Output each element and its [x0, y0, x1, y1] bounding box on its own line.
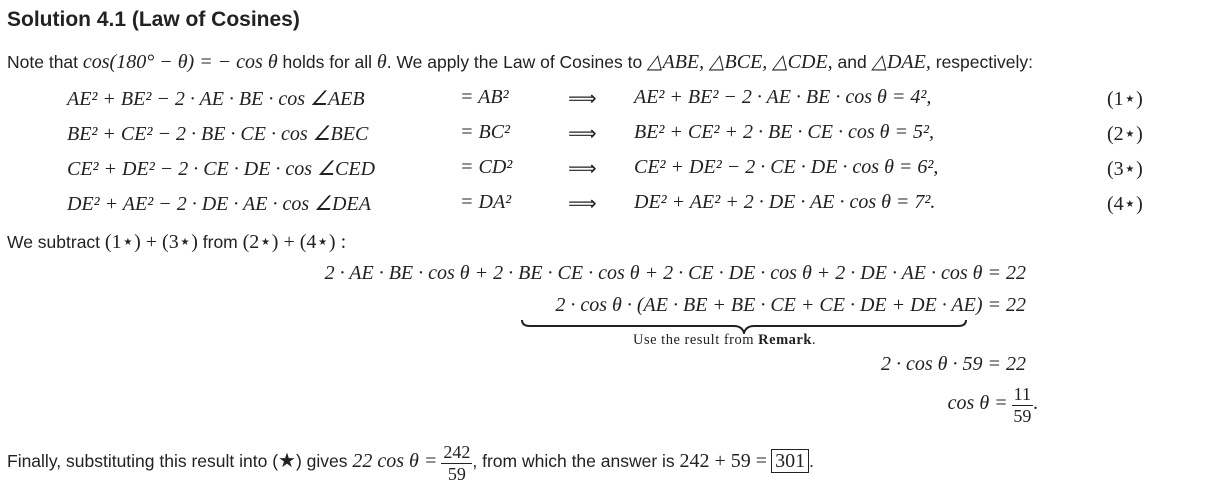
- equation-tag: (4⋆): [1107, 193, 1143, 215]
- brace-note-post: .: [811, 332, 817, 348]
- equation-rhs: AE² + BE² − 2 · AE · BE · cos θ = 4²,: [634, 86, 932, 108]
- equation-eq: = BC²: [460, 121, 511, 143]
- intro-t2: holds for all: [277, 52, 377, 72]
- derivation-line-4: [948, 384, 1038, 427]
- line2-post: ) = 22: [975, 294, 1026, 316]
- intro-t5: respectively:: [930, 52, 1033, 72]
- fraction: [1012, 384, 1033, 427]
- fraction-denominator: 59: [1013, 406, 1032, 426]
- subtract-t1: We subtract: [7, 232, 105, 252]
- final-m1: 22 cos θ =: [352, 450, 438, 473]
- final-t3: , from which the answer is: [472, 451, 680, 472]
- star-icon: ★: [278, 450, 296, 473]
- equation-tag: (1⋆): [1107, 88, 1143, 110]
- final-t1: Finally, substituting this result into (: [7, 451, 279, 472]
- intro-m3: △ABE, △BCE, △CDE,: [647, 51, 833, 73]
- final-fraction: [441, 442, 472, 485]
- implies-arrow: ⟹: [568, 88, 597, 110]
- equation-row: [0, 121, 1214, 153]
- subtract-t2: from: [197, 232, 243, 252]
- brace-note: [633, 331, 816, 349]
- line4-lhs: cos θ =: [947, 392, 1008, 415]
- final-text: [7, 442, 814, 485]
- intro-t1: Note that: [7, 52, 83, 72]
- equation-lhs: CE² + DE² − 2 · CE · DE · cos ∠CED: [67, 158, 376, 180]
- underbrace-content: AE · BE + BE · CE + CE · DE + DE · AE: [643, 294, 976, 316]
- derivation-line-3: 2 · cos θ · 59 = 22: [881, 353, 1026, 375]
- fraction-numerator: 11: [1013, 384, 1031, 404]
- equation-rhs: CE² + DE² − 2 · CE · DE · cos θ = 6²,: [634, 156, 939, 178]
- equation-rhs: BE² + CE² + 2 · BE · CE · cos θ = 5²,: [634, 121, 934, 143]
- intro-t4: and: [832, 52, 872, 72]
- derivation-line-2: [555, 294, 1026, 317]
- equation-lhs: AE² + BE² − 2 · AE · BE · cos ∠AEB: [67, 88, 365, 110]
- intro-t3: . We apply the Law of Cosines to: [386, 52, 648, 72]
- intro-text: [7, 49, 1033, 74]
- equation-row: [0, 86, 1214, 118]
- implies-arrow: ⟹: [568, 193, 597, 215]
- implies-arrow: ⟹: [568, 158, 597, 180]
- solution-title: Solution 4.1 (Law of Cosines): [7, 8, 300, 31]
- equation-row: [0, 156, 1214, 188]
- subtract-m2: (2⋆) + (4⋆) :: [242, 231, 347, 253]
- intro-m2: θ: [376, 51, 387, 73]
- brace-note-pre: Use the result from: [633, 332, 759, 348]
- intro-m4: △DAE,: [871, 51, 931, 73]
- equation-lhs: BE² + CE² − 2 · BE · CE · cos ∠BEC: [67, 123, 369, 145]
- line2-pre: 2 · cos θ · (: [555, 294, 644, 316]
- equation-eq: = DA²: [460, 191, 512, 213]
- final-fraction-numerator: 242: [443, 442, 471, 462]
- subtract-m1: (1⋆) + (3⋆): [104, 231, 198, 253]
- equation-eq: = AB²: [460, 86, 509, 108]
- brace-note-bold: Remark: [758, 332, 812, 348]
- final-t2: ) gives: [295, 451, 353, 472]
- final-fraction-denominator: 59: [447, 464, 466, 484]
- final-t4: .: [809, 451, 814, 472]
- derivation-line-1: 2 · AE · BE · cos θ + 2 · BE · CE · cos θ + 2 · CE · DE · cos θ + 2 · DE · AE · cos θ = 22: [324, 262, 1026, 284]
- equation-lhs: DE² + AE² − 2 · DE · AE · cos ∠DEA: [67, 193, 371, 215]
- subtract-text: [7, 229, 346, 254]
- answer-box: 301: [771, 449, 809, 473]
- equation-row: [0, 191, 1214, 223]
- equation-tag: (3⋆): [1107, 158, 1143, 180]
- intro-m1: cos(180° − θ) = − cos θ: [82, 51, 278, 73]
- final-m2: 242 + 59 =: [679, 450, 768, 473]
- implies-arrow: ⟹: [568, 123, 597, 145]
- equation-rhs: DE² + AE² + 2 · DE · AE · cos θ = 7².: [634, 191, 936, 213]
- equation-eq: = CD²: [460, 156, 513, 178]
- line4-end: .: [1033, 392, 1038, 415]
- equation-tag: (2⋆): [1107, 123, 1143, 145]
